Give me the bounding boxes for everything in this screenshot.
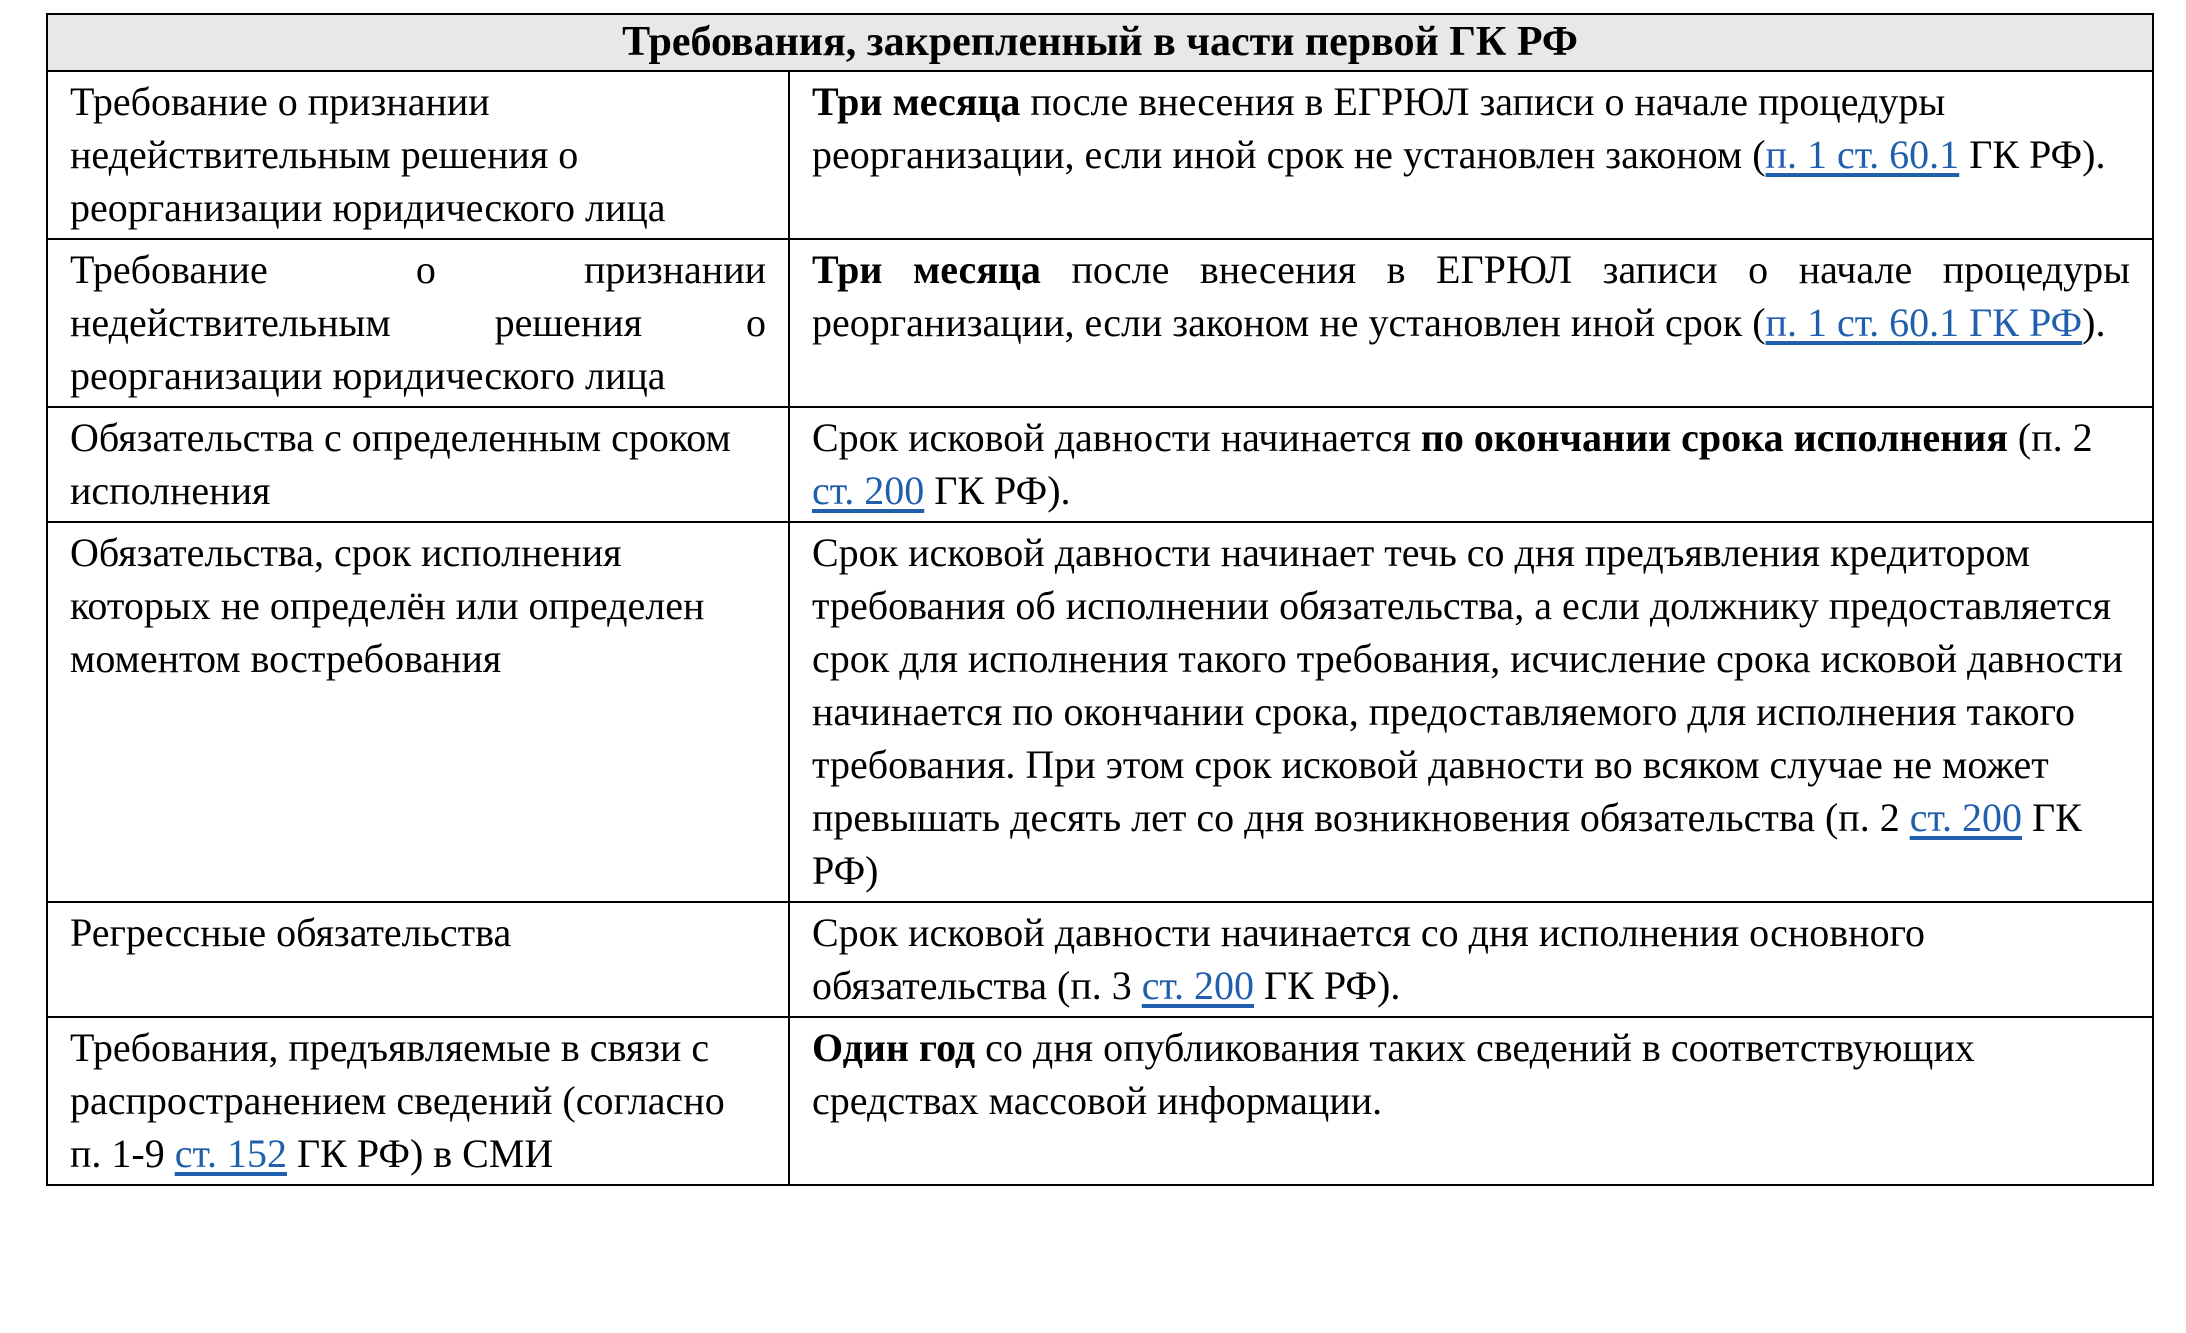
statute-table [46, 13, 2154, 1186]
term-cell [789, 71, 2153, 239]
cell-text: Требование о признании недействительным решения о реорганизации юридического лица [70, 79, 666, 230]
requirement-cell [47, 902, 789, 1017]
statute-link[interactable]: п. 1 ст. 60.1 [1765, 132, 1960, 177]
cell-text: (п. 2 [2007, 415, 2093, 460]
cell-text: Обязательства с определенным сроком исполнения [70, 415, 731, 513]
table-row [47, 1017, 2153, 1185]
statute-link[interactable]: п. 1 ст. 60.1 ГК РФ [1765, 300, 2083, 345]
cell-text: ГК РФ) в СМИ [286, 1131, 554, 1176]
cell-text: после внесения в ЕГРЮЛ записи о начале процедуры реорганизации, если законом не установлен иной срок ( [812, 247, 2130, 345]
requirement-cell [47, 1017, 789, 1185]
cell-text: Срок исковой давности начинается [812, 415, 1421, 460]
statute-link[interactable]: ст. 200 [1909, 795, 2022, 840]
cell-text: Регрессные обязательства [70, 910, 512, 955]
term-cell [789, 902, 2153, 1017]
term-cell [789, 239, 2153, 407]
emphasized-text: Один год [812, 1025, 976, 1070]
requirement-cell [47, 407, 789, 522]
cell-text: ГК РФ). [1254, 963, 1401, 1008]
emphasized-text: Три месяца [812, 247, 1041, 292]
statute-link[interactable]: ст. 200 [1141, 963, 1255, 1008]
requirement-cell [47, 239, 789, 407]
table-row [47, 522, 2153, 902]
emphasized-text: по окончании срока исполнения [1420, 415, 2008, 460]
table-title: Требования, закрепленный в части первой ГК РФ [47, 14, 2153, 71]
cell-text: Срок исковой давности начинает течь со дня предъявления кредитором требования об исполнении обязательства, а если должнику предоставляется срок для исполнения такого требования, исчисление срока исковой давности начинается по окончании срока, предоставляемого для исполнения такого требования. При этом срок исковой давности во всяком случае не может превышать десять лет со дня возникновения обязательства (п. 2 [812, 530, 2124, 840]
cell-text: Требование о признании недействительным решения о реорганизации юридического лица [70, 247, 766, 398]
cell-text: Обязательства, срок исполнения которых не определён или определен моментом востребования [70, 530, 705, 681]
table-body [47, 71, 2153, 1185]
cell-text: Требования, предъявляемые в связи с распространением сведений (согласно п. 1-9 [70, 1025, 725, 1176]
table-row [47, 902, 2153, 1017]
cell-text: ГК РФ) [812, 795, 2082, 893]
table-row [47, 71, 2153, 239]
requirement-cell [47, 522, 789, 902]
statute-link[interactable]: ст. 152 [174, 1131, 287, 1176]
cell-text: со дня опубликования таких сведений в соответствующих средствах массовой информации. [812, 1025, 1975, 1123]
table-header-row [47, 14, 2153, 71]
cell-text: ГК РФ). [924, 468, 1071, 513]
requirement-cell [47, 71, 789, 239]
table-row [47, 239, 2153, 407]
cell-text: Срок исковой давности начинается со дня исполнения основного обязательства (п. 3 [812, 910, 1925, 1008]
statute-link[interactable]: ст. 200 [812, 468, 925, 513]
emphasized-text: Три месяца [812, 79, 1021, 124]
cell-text: ). [2082, 300, 2106, 345]
term-cell [789, 522, 2153, 902]
term-cell [789, 1017, 2153, 1185]
cell-text: после внесения в ЕГРЮЛ записи о начале процедуры реорганизации, если иной срок не установлен законом ( [812, 79, 1946, 177]
cell-text: ГК РФ). [1959, 132, 2106, 177]
table-row [47, 407, 2153, 522]
term-cell [789, 407, 2153, 522]
